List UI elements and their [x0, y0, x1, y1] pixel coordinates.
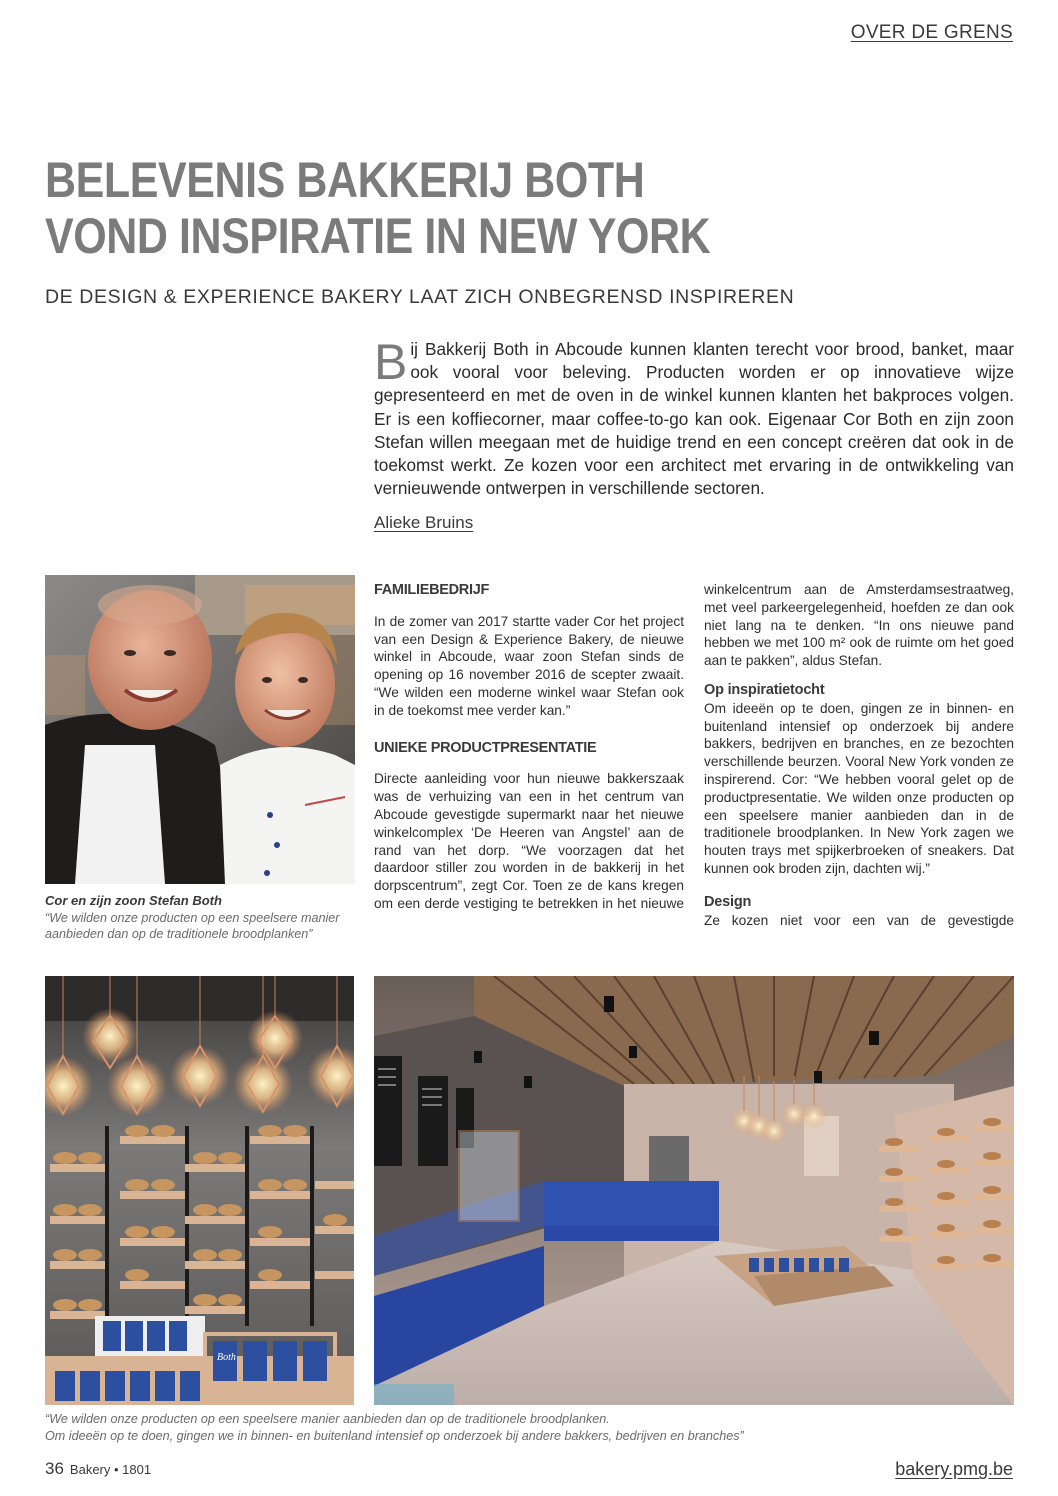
website-link[interactable]: bakery.pmg.be	[895, 1459, 1013, 1479]
section-tag: OVER DE GRENS	[850, 22, 1013, 43]
heading-design: Design	[704, 893, 752, 910]
page-number: 36	[45, 1459, 64, 1478]
intro-paragraph	[374, 334, 1014, 500]
article-headline	[45, 152, 879, 264]
photos-caption	[45, 1411, 1015, 1445]
heading-productpresentatie: UNIEKE PRODUCTPRESENTATIE	[374, 739, 597, 756]
article-subheadline: DE DESIGN & EXPERIENCE BAKERY LAAT ZICH ONBEGRENSD INSPIREREN	[45, 286, 795, 308]
paragraph-design: Ze kozen niet voor een van de gevestigde	[704, 912, 1014, 928]
heading-familiebedrijf: FAMILIEBEDRIJF	[374, 582, 490, 598]
photos-caption-line-2: Om ideeën op te doen, gingen we in binnen- en buitenland intensief op onderzoek bij andere bakkers, bedrijven en branches”	[45, 1429, 744, 1443]
heading-inspiratietocht: Op inspiratietocht	[704, 681, 825, 698]
store-interior-photo	[374, 976, 1014, 1405]
author-byline: Alieke Bruins	[374, 513, 474, 532]
portrait-caption-quote: “We wilden onze producten op een speelsere manier aanbieden dan op de traditionele broodplanken”	[45, 910, 340, 941]
intro-text: ij Bakkerij Both in Abcoude kunnen klanten terecht voor brood, banket, maar ook vooral voor beleving. Producten worden er op innovatieve wijze gepresenteerd en met de oven in de winkel kunnen klanten het bakproces volgen. Er is een koffiecorner, maar coffee-to-go kan ook. Eigenaar Cor Both en zijn zoon Stefan willen meegaan met de huidige trend en een concept creëren dat ook in de toekomst werkt. Ze kozen voor een architect met ervaring in de ontwikkeling van vernieuwende ontwerpen in verschillende sectoren.	[374, 339, 1014, 499]
footer-page-info	[45, 1459, 151, 1479]
portrait-caption	[45, 893, 355, 943]
headline-line-1: BELEVENIS BAKKERIJ BOTH	[45, 152, 645, 208]
headline-line-2: VOND INSPIRATIE IN NEW YORK	[45, 208, 711, 264]
bag-label: Both	[217, 1352, 236, 1363]
article-column-2	[704, 581, 1014, 929]
paragraph-continued: winkelcentrum aan de Amsterdamsestraatweg, met veel parkeergelegenheid, hoefden ze dan ook niet lang na te denken. “In ons nieuwe pand hebben we met 100 m² ook de ruimte om het goed aan te pakken”, aldus Stefan.	[704, 582, 1014, 669]
paragraph-inspiratietocht: Om ideeën op te doen, gingen ze in binnen- en buitenland intensief op onderzoek bij andere bakkers, bedrijven en branches, en ze bezochten verschillende beurzen. Vooral New York vonden ze inspirerend. Cor: “We hebben vooral gelet op de productpresentatie. We wilden onze producten op een speelsere manier aanbieden dan in de traditionele broodplanken. In New York zagen we houten trays met spijkerbroeken of sneakers. Dat kunnen ook broden zijn, dachten wij.”	[704, 700, 1014, 876]
paragraph-familiebedrijf: In de zomer van 2017 startte vader Cor het project van een Design & Experience Bakery, de nieuwe winkel in Abcoude, waar zoon Stefan sinds de opening op 16 november 2016 de scepter zwaait. “We wilden een moderne winkel waar Stefan ook in de toekomst mee verder kan.”	[374, 613, 684, 718]
shelves-photo	[45, 976, 354, 1405]
paragraph-productpresentatie: Directe aanleiding voor hun nieuwe bakkerszaak was de verhuizing van een in het centrum van Abcoude gevestigde supermarkt naar het nieuwe winkelcomplex ‘De Heeren van Angstel’ aan de rand van het dorp. “We voorzagen dat het daardoor stiller zou worden in de bakkerij in het dorpscentrum”, zegt Cor. Toen ze de kans kregen om een derde vestiging te betrekken in het nieuwe	[374, 771, 684, 911]
portrait-photo	[45, 575, 355, 884]
dropcap: B	[374, 334, 408, 390]
article-column-1	[374, 582, 684, 913]
portrait-caption-title: Cor en zijn zoon Stefan Both	[45, 893, 222, 908]
photos-caption-line-1: “We wilden onze producten op een speelsere manier aanbieden dan op de traditionele broodplanken.	[45, 1412, 610, 1426]
magazine-issue: Bakery • 1801	[69, 1462, 152, 1477]
